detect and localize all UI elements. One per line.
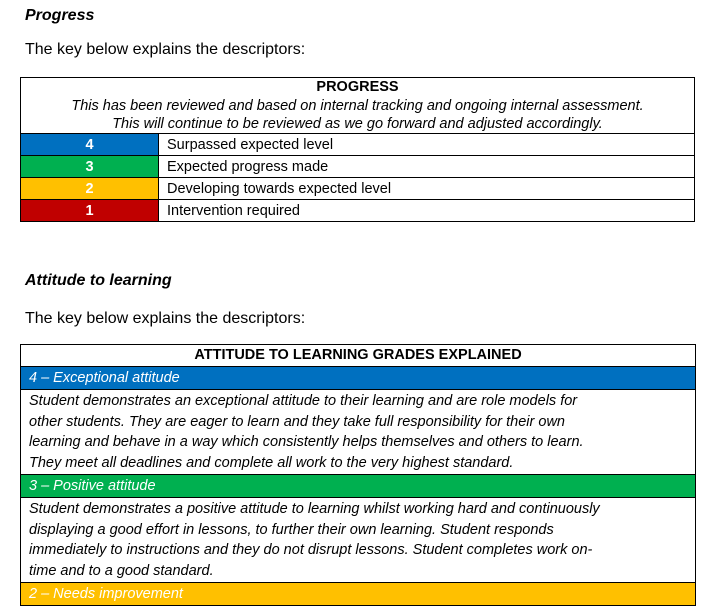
progress-level-row (21, 200, 695, 222)
description-line: Student demonstrates a positive attitude to learning whilst working hard and continuously (29, 501, 600, 517)
attitude-grades-table (20, 344, 696, 606)
progress-level-row (21, 156, 695, 178)
progress-description-line: This will continue to be reviewed as we go forward and adjusted accordingly. (112, 116, 603, 132)
attitude-intro: The key below explains the descriptors: (25, 310, 306, 327)
attitude-heading: Attitude to learning (25, 272, 172, 289)
progress-heading: Progress (25, 7, 95, 24)
attitude-grade-band: 2 – Needs improvement (21, 583, 695, 605)
attitude-grade-description (21, 498, 695, 583)
progress-level-label: Developing towards expected level (159, 178, 695, 200)
description-line: time and to a good standard. (29, 562, 214, 579)
progress-grade-cell: 2 (21, 178, 159, 200)
progress-level-label: Expected progress made (159, 156, 695, 178)
description-line: displaying a good effort in lessons, to further their own learning. Student responds (29, 521, 554, 538)
progress-grade-cell: 1 (21, 200, 159, 222)
attitude-grade-band: 3 – Positive attitude (21, 475, 695, 498)
description-line: They meet all deadlines and complete all work to the very highest standard. (29, 454, 514, 471)
description-line: Student demonstrates an exceptional attitude to their learning and are role models for (29, 393, 578, 409)
progress-level-row (21, 134, 695, 156)
progress-level-label: Intervention required (159, 200, 695, 222)
progress-grade-cell: 4 (21, 134, 159, 156)
description-line: immediately to instructions and they do not disrupt lessons. Student completes work on- (29, 542, 593, 558)
progress-intro: The key below explains the descriptors: (25, 41, 306, 58)
description-line: learning and behave in a way which consistently helps themselves and others to learn. (29, 434, 584, 450)
progress-grade-cell: 3 (21, 156, 159, 178)
progress-table-description (21, 97, 695, 134)
attitude-grade-description (21, 390, 695, 475)
attitude-grade-band: 4 – Exceptional attitude (21, 367, 695, 390)
progress-table-title: PROGRESS (21, 78, 695, 98)
progress-key-table (20, 77, 695, 222)
progress-level-label: Surpassed expected level (159, 134, 695, 156)
progress-description-line: This has been reviewed and based on internal tracking and ongoing internal assessment. (71, 98, 644, 114)
description-line: other students. They are eager to learn and they take full responsibility for their own (29, 413, 565, 430)
attitude-table-title: ATTITUDE TO LEARNING GRADES EXPLAINED (21, 345, 695, 367)
progress-level-row (21, 178, 695, 200)
